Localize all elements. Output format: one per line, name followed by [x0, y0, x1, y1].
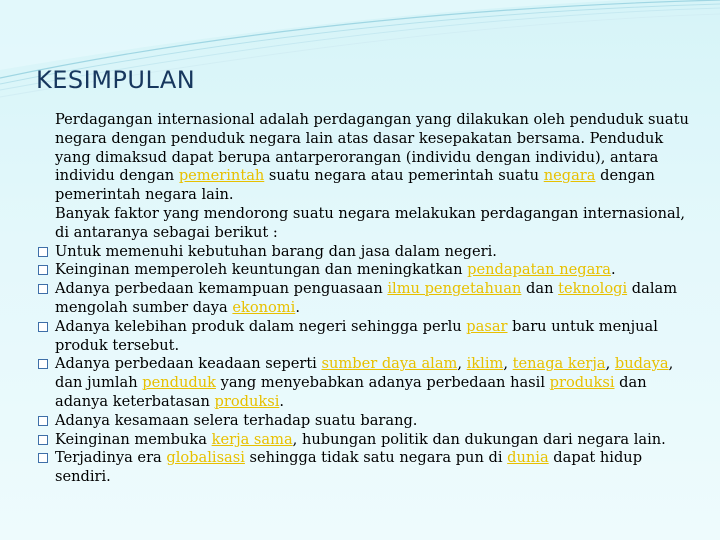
- bullet-item: [38, 280, 702, 318]
- paragraph-text: dapat hidup sendiri.: [55, 449, 643, 486]
- paragraph-text: dengan pemerintah negara lain.: [55, 167, 655, 204]
- bullet-item: [38, 412, 702, 431]
- intro-paragraph: [38, 205, 702, 243]
- square-bullet-icon: [38, 322, 48, 332]
- hyperlink[interactable]: produksi: [549, 374, 615, 392]
- paragraph-text: Keinginan memperoleh keuntungan dan meningkatkan: [55, 261, 468, 279]
- square-bullet-icon: [38, 453, 48, 463]
- bullet-item: [38, 355, 702, 411]
- hyperlink[interactable]: iklim: [466, 355, 504, 373]
- paragraph-text: , dan jumlah: [55, 355, 674, 392]
- hyperlink[interactable]: globalisasi: [166, 449, 245, 467]
- hyperlink[interactable]: ekonomi: [232, 298, 296, 316]
- paragraph-text: suatu negara atau pemerintah suatu: [264, 167, 544, 185]
- square-bullet-icon: [38, 265, 48, 275]
- hyperlink[interactable]: ilmu pengetahuan: [387, 280, 522, 298]
- hyperlink[interactable]: teknologi: [558, 280, 628, 298]
- paragraph-text: Perdagangan internasional: [55, 111, 260, 128]
- hyperlink[interactable]: pasar: [466, 317, 508, 335]
- bullet-item: [38, 431, 702, 450]
- square-bullet-icon: [38, 435, 48, 445]
- paragraph-text: ,: [503, 355, 513, 373]
- bullet-item: [38, 243, 702, 262]
- paragraph-text: Untuk memenuhi kebutuhan barang dan jasa dalam negeri.: [55, 242, 497, 260]
- slide-title: KESIMPULAN: [36, 66, 196, 94]
- paragraph-text: .: [279, 392, 285, 410]
- paragraph-text: sehingga tidak satu negara pun di: [244, 449, 508, 467]
- hyperlink[interactable]: kerja sama: [211, 430, 293, 448]
- square-bullet-icon: [38, 247, 48, 257]
- square-bullet-icon: [38, 284, 48, 294]
- hyperlink[interactable]: penduduk: [142, 374, 216, 392]
- paragraph-text: ,: [605, 355, 615, 373]
- paragraph-text: yang menyebabkan adanya perbedaan hasil: [215, 374, 550, 392]
- hyperlink[interactable]: dunia: [507, 449, 549, 467]
- paragraph-text: baru untuk menjual produk tersebut.: [55, 317, 658, 354]
- slide-content: [38, 111, 702, 487]
- paragraph-text: Adanya perbedaan kemampuan penguasaan: [55, 280, 388, 298]
- paragraph-text: Banyak faktor yang mendorong suatu negara melakukan perdagangan internasional, di antaranya sebagai berikut :: [55, 204, 685, 241]
- paragraph-text: dalam mengolah sumber daya: [55, 280, 678, 316]
- paragraph-text: adalah perdagangan yang dilakukan oleh penduduk suatu negara dengan penduduk negara lain atas dasar kesepakatan bersama. Penduduk yang dimaksud dapat berupa antarperorangan (individu dengan individu), antara individu dengan: [55, 111, 689, 185]
- hyperlink[interactable]: negara: [543, 167, 596, 185]
- hyperlink[interactable]: produksi: [214, 392, 280, 410]
- paragraph-text: Adanya perbedaan keadaan seperti: [55, 355, 322, 373]
- hyperlink[interactable]: tenaga kerja: [512, 355, 606, 373]
- paragraph-text: Adanya kelebihan produk dalam negeri sehingga perlu: [55, 317, 467, 335]
- hyperlink[interactable]: budaya: [614, 355, 669, 373]
- hyperlink[interactable]: pemerintah: [178, 167, 265, 185]
- square-bullet-icon: [38, 359, 48, 369]
- paragraph-text: Adanya kesamaan selera terhadap suatu barang.: [55, 411, 418, 429]
- paragraph-text: .: [610, 261, 616, 279]
- square-bullet-icon: [38, 416, 48, 426]
- hyperlink[interactable]: sumber daya alam: [321, 355, 458, 373]
- intro-paragraph: [38, 111, 702, 205]
- paragraph-text: , hubungan politik dan dukungan dari negara lain.: [292, 430, 666, 448]
- bullet-item: [38, 449, 702, 487]
- paragraph-text: .: [295, 298, 300, 316]
- hyperlink[interactable]: pendapatan negara: [467, 261, 611, 279]
- paragraph-text: dan: [521, 280, 559, 298]
- paragraph-text: Keinginan membuka: [55, 430, 212, 448]
- paragraph-text: dan adanya keterbatasan: [55, 374, 647, 410]
- bullet-item: [38, 261, 702, 280]
- paragraph-text: ,: [457, 355, 467, 373]
- paragraph-text: Terjadinya era: [55, 449, 167, 467]
- bullet-item: [38, 318, 702, 356]
